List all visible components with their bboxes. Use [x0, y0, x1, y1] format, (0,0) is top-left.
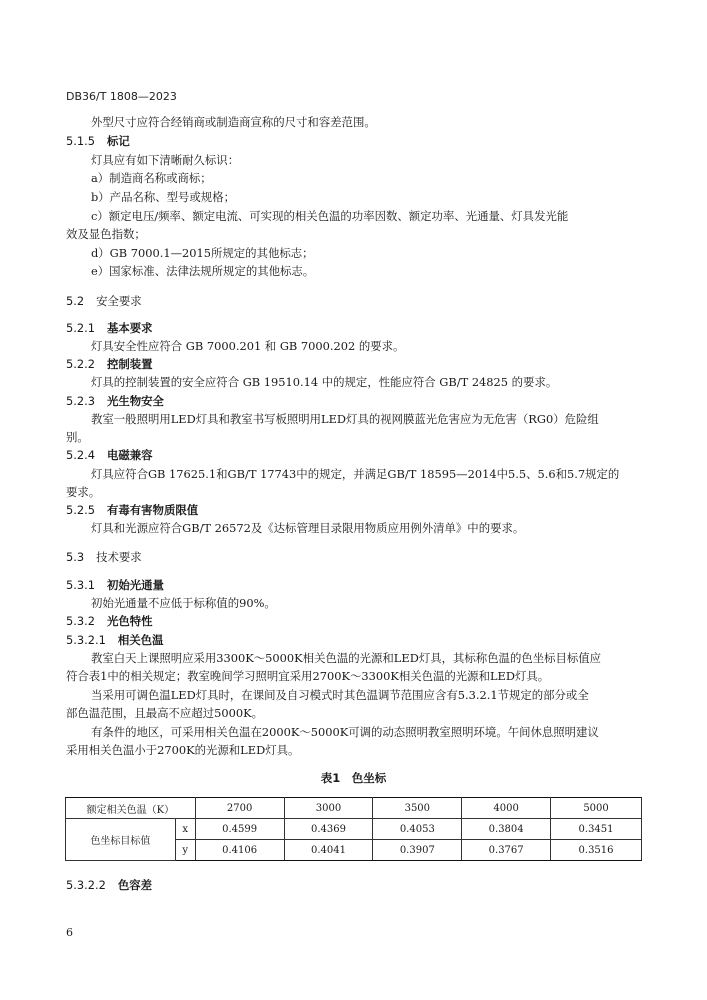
paragraph-5-2-5: 灯具和光源应符合GB/T 26572及《达标管理目录限用物质应用例外清单》中的要求。	[91, 521, 525, 535]
section-title: 标记	[106, 134, 130, 148]
table-caption: 表1 色坐标	[320, 771, 387, 785]
paragraph-5-3-2-1-c-cont: 采用相关色温小于2700K的光源和LED灯具。	[66, 743, 300, 757]
section-title: 电磁兼容	[106, 448, 153, 462]
table-axis-cell: x	[175, 819, 195, 840]
section-number: 5.2	[66, 294, 85, 308]
section-heading-5-1-5	[66, 134, 130, 148]
paragraph-5-3-2-1-c: 有条件的地区，可采用相关色温在2000K～5000K可调的动态照明教室照明环境。午间休息照明建议	[91, 725, 599, 739]
section-title: 光色特性	[106, 614, 153, 628]
section-number: 5.2.4	[66, 448, 95, 462]
paragraph-5-2-4: 灯具应符合GB 17625.1和GB/T 17743中的规定，并满足GB/T 18595—2014中5.5、5.6和5.7规定的	[91, 467, 620, 481]
table-axis-cell: y	[175, 840, 195, 861]
section-title: 初始光通量	[106, 578, 164, 592]
table-cell: 0.3804	[462, 819, 551, 840]
section-title: 基本要求	[106, 321, 153, 335]
section-number: 5.3.2.1	[66, 633, 106, 647]
table-header-cell: 3000	[284, 798, 373, 819]
paragraph-5-2-4-cont: 要求。	[66, 485, 101, 499]
section-number: 5.3	[66, 550, 85, 564]
paragraph-5-3-1: 初始光通量不应低于标称值的90%。	[91, 596, 276, 610]
table-cell: 0.4106	[195, 840, 284, 861]
table-header-cell: 2700	[195, 798, 284, 819]
section-number: 5.2.5	[66, 503, 95, 517]
table-header-row	[66, 798, 642, 819]
section-number: 5.2.2	[66, 357, 95, 371]
section-heading-5-3-2-1	[66, 633, 163, 647]
section-title: 光生物安全	[106, 394, 164, 408]
section-heading-5-3-1	[66, 578, 164, 592]
list-item-e: e）国家标准、法律法规所规定的其他标志。	[91, 264, 315, 278]
table-row	[66, 819, 642, 840]
table-header-label: 额定相关色温（K）	[66, 798, 196, 819]
table-cell: 0.3516	[551, 840, 642, 861]
paragraph-5-3-2-1-a: 教室白天上课照明应采用3300K～5000K相关色温的光源和LED灯具，其标称色温的色坐标目标值应	[91, 651, 602, 665]
section-heading-5-3-2	[66, 614, 153, 628]
table-cell: 0.4369	[284, 819, 373, 840]
paragraph-5-3-2-1-a-cont: 符合表1中的相关规定；教室晚间学习照明宜采用2700K～3300K相关色温的光源和LED灯具。	[66, 669, 550, 683]
section-number: 5.1.5	[66, 134, 95, 148]
list-item-c-cont: 效及显色指数；	[66, 227, 146, 241]
table-cell: 0.4041	[284, 840, 373, 861]
table-cell: 0.3767	[462, 840, 551, 861]
section-title: 安全要求	[96, 294, 142, 308]
paragraph-5-3-2-1-b-cont: 部色温范围，且最高不应超过5000K。	[66, 706, 263, 720]
paragraph-5-2-1: 灯具安全性应符合 GB 7000.201 和 GB 7000.202 的要求。	[91, 339, 405, 353]
section-heading-5-2-5	[66, 503, 198, 517]
table-cell: 0.4599	[195, 819, 284, 840]
table-row-group-label: 色坐标目标值	[66, 819, 176, 861]
section-heading-5-2	[66, 294, 142, 308]
section-heading-5-3-2-2	[66, 878, 152, 892]
section-title: 相关色温	[117, 633, 164, 647]
section-title: 技术要求	[96, 550, 142, 564]
table-cell: 0.3451	[551, 819, 642, 840]
list-item-d: d）GB 7000.1—2015所规定的其他标志；	[91, 246, 314, 260]
section-title: 色容差	[117, 878, 153, 892]
paragraph-5-2-3-cont: 别。	[66, 430, 89, 444]
list-item-c: c）额定电压/频率、额定电流、可实现的相关色温的功率因数、额定功率、光通量、灯具发光能	[91, 209, 569, 223]
paragraph-dimensions: 外型尺寸应符合经销商或制造商宣称的尺寸和容差范围。	[91, 115, 376, 129]
section-heading-5-2-2	[66, 357, 153, 371]
paragraph-5-2-3: 教室一般照明用LED灯具和教室书写板照明用LED灯具的视网膜蓝光危害应为无危害（RG0）危险组	[91, 412, 599, 426]
table-header-cell: 5000	[551, 798, 642, 819]
list-item-b: b）产品名称、型号或规格；	[91, 190, 235, 204]
section-number: 5.3.2	[66, 614, 95, 628]
section-number: 5.2.3	[66, 394, 95, 408]
section-title: 控制装置	[106, 357, 153, 371]
color-coordinate-table	[65, 797, 642, 861]
paragraph-5-3-2-1-b: 当采用可调色温LED灯具时，在课间及自习模式时其色温调节范围应含有5.3.2.1节规定的部分或全	[91, 688, 589, 702]
table-header-cell: 4000	[462, 798, 551, 819]
section-title: 有毒有害物质限值	[106, 503, 199, 517]
section-heading-5-2-1	[66, 321, 153, 335]
section-number: 5.3.1	[66, 578, 95, 592]
section-number: 5.3.2.2	[66, 878, 106, 892]
section-number: 5.2.1	[66, 321, 95, 335]
paragraph-5-2-2: 灯具的控制装置的安全应符合 GB 19510.14 中的规定，性能应符合 GB/T 24825 的要求。	[91, 375, 558, 389]
page-number: 6	[66, 926, 73, 939]
section-heading-5-2-4	[66, 448, 153, 462]
document-id-header: DB36/T 1808—2023	[66, 90, 177, 103]
paragraph-mark-intro: 灯具应有如下清晰耐久标识：	[91, 153, 240, 167]
table-header-cell: 3500	[373, 798, 462, 819]
section-heading-5-3	[66, 550, 142, 564]
section-heading-5-2-3	[66, 394, 164, 408]
list-item-a: a）制造商名称或商标；	[91, 171, 212, 185]
table-cell: 0.4053	[373, 819, 462, 840]
table-cell: 0.3907	[373, 840, 462, 861]
